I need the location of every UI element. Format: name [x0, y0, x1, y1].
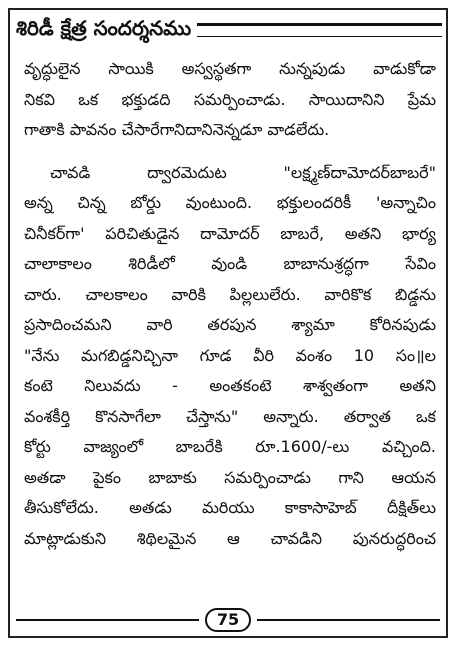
- text-line: "నేను మగబిడ్డనిచ్చినా గూడ వీరి వంశం 10 సం॥ల: [24, 345, 436, 365]
- text-line: అతడా పైకం బాబాకు సమర్పించాడు గాని ఆయన: [24, 467, 436, 487]
- paragraph-2: [24, 158, 436, 555]
- header-title: శిరిడీ క్షేత్ర సందర్శనము: [16, 14, 197, 42]
- text-line: చాలాకాలం శిరిడీలో వుండి బాబానుశ్రద్ధగా సేవిం: [24, 254, 436, 273]
- text-line: వృద్ధులైన సాయికి అస్వస్థతగా నున్నపుడు వాడుకోడా: [24, 59, 436, 78]
- page-footer: [10, 608, 446, 632]
- footer-rule-right: [257, 619, 440, 621]
- text-line: వంశకీర్తి కొనసాగేలా చేస్తాను" అన్నారు. తర్వాత ఒక: [24, 406, 436, 426]
- running-header: [16, 14, 442, 42]
- text-line: నికవి ఒక భక్తుడది సమర్పించాడు. సాయిదానిని ప్రేమ: [24, 89, 436, 109]
- text-line: అన్న చిన్న బోర్డు వుంటుంది. భక్తులందరికీ 'అన్నాచిం: [24, 193, 436, 212]
- page-frame: [8, 8, 448, 638]
- paragraph-1: [24, 54, 436, 146]
- paragraph-gap: [24, 146, 436, 158]
- text-line: చారు. చాలకాలం వారికి పిల్లలులేరు. వారికొక బిడ్డను: [24, 284, 436, 304]
- text-line: మాట్లాడుకుని శిథిలమైన ఆ చావడిని పునరుద్ధరించ: [24, 528, 436, 548]
- text-line: కోర్టు వాజ్యంలో బాబరేకి రూ.1600/-లు వచ్చింది.: [24, 437, 436, 456]
- text-line: గాతాకి పావనం చేసారేగానిదానినెన్నడూ వాడలేదు.: [24, 120, 330, 139]
- text-line: కంటె నిలువదు - అంతకంటె శాశ్వతంగా అతని: [24, 376, 436, 395]
- text-line: చావడి ద్వారమెదుట "లక్ష్మణ్‌దామోదర్‌బాబరే": [50, 162, 436, 182]
- body-text: [24, 54, 436, 554]
- text-line: ప్రసాదించమని వారి తరపున శ్యామా కోరినపుడు: [24, 315, 436, 334]
- text-line: చినీకర్‌గా' పరిచితుడైన దామోదర్ బాబరే, అతని భార్య: [24, 223, 436, 243]
- footer-rule-left: [16, 619, 199, 621]
- text-line: తీసుకోలేదు. అతడు మరియు కాకాసాహెబ్ దీక్షిత్‌లు: [24, 498, 436, 517]
- header-rule: [197, 23, 442, 37]
- page-number: 75: [205, 608, 251, 632]
